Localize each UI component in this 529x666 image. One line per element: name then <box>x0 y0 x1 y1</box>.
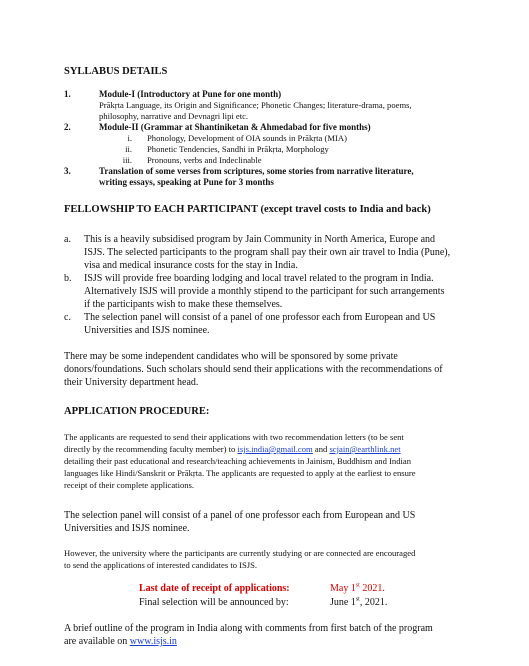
application-line: languages like Hindi/Sanskrit or Prākṛta. The applicants are requested to apply at the earliest to ensure <box>64 468 416 478</box>
email-link-scjain[interactable]: scjain@earthlink.net <box>329 444 401 454</box>
module1-desc-line2: philosophy, narrative and Devnagri lipi etc. <box>99 111 249 121</box>
module3-line1: Translation of some verses from scriptures, some stories from narrative literature, <box>99 166 414 176</box>
final-selection-date: June 1st, 2021. <box>330 596 388 608</box>
module1-desc-line1: Prākṛta Language, its Origin and Significance; Phonetic Changes; literature-drama, poems, <box>99 100 412 110</box>
fellowship-item-line: Universities and ISJS nominee. <box>84 325 210 336</box>
selection-panel-line: The selection panel will consist of a panel of one professor each from European and US <box>64 510 416 521</box>
fellowship-item-letter: c. <box>64 312 71 323</box>
module2-number: 2. <box>64 122 71 132</box>
module2-item-num: i. <box>127 133 132 143</box>
university-line: to send the applications of interested candidates to ISJS. <box>64 560 258 570</box>
module2-item-num: iii. <box>122 155 132 165</box>
fellowship-item-line: visa and medical insurance costs for the stay in India. <box>84 260 298 271</box>
fellowship-item-letter: a. <box>64 234 71 245</box>
outline-text: are available on <box>64 636 130 647</box>
fellowship-item-line: ISJS will provide free boarding lodging and local travel related to the program in India. <box>84 273 434 284</box>
outline-line-website <box>64 636 177 649</box>
university-line: However, the university where the participants are currently studying or are connected are encouraged <box>64 548 416 558</box>
application-line: The applicants are requested to send their applications with two recommendation letters (to be sent <box>64 432 404 442</box>
deadline-date: May 1st 2021. <box>330 582 385 594</box>
module2-item-text: Pronouns, verbs and Indeclinable <box>147 155 262 165</box>
module3-line2: writing essays, speaking at Pune for 3 months <box>99 177 274 187</box>
application-line: detailing their past educational and research/teaching achievements in Jainism, Buddhism and Indian <box>64 456 411 466</box>
final-selection-label: Final selection will be announced by: <box>139 597 289 608</box>
email-link-isjs[interactable]: isjs.india@gmail.com <box>237 444 313 454</box>
module1-title: Module-I (Introductory at Pune for one month) <box>99 89 282 99</box>
selection-panel-line: Universities and ISJS nominee. <box>64 523 190 534</box>
fellowship-item-line: ISJS. The selected participants to the program shall pay their own air travel to India (Pune), <box>84 247 451 258</box>
module1-number: 1. <box>64 89 71 99</box>
outline-line: A brief outline of the program in India along with comments from first batch of the program <box>64 623 433 634</box>
application-line-emails <box>64 444 401 455</box>
module3-number: 3. <box>64 166 71 176</box>
fellowship-item-line: if the participants wish to make these themselves. <box>84 299 283 310</box>
fellowship-item-line: This is a heavily subsidised program by Jain Community in North America, Europe and <box>84 234 436 245</box>
application-text: directly by the recommending faculty member) to <box>64 444 238 454</box>
module2-item-text: Phonetic Tendencies, Sandhi in Prākṛta, Morphology <box>147 144 329 154</box>
sponsor-paragraph-line: There may be some independent candidates who will be sponsored by some private <box>64 351 398 362</box>
sponsor-paragraph-line: their University department head. <box>64 377 199 388</box>
module2-item-num: ii. <box>125 144 132 154</box>
application-line: receipt of their complete applications. <box>64 480 195 490</box>
syllabus-heading: SYLLABUS DETAILS <box>64 66 168 77</box>
fellowship-heading: FELLOWSHIP TO EACH PARTICIPANT (except travel costs to India and back) <box>64 204 431 215</box>
module2-title: Module-II (Grammar at Shantiniketan & Ahmedabad for five months) <box>99 122 371 132</box>
deadline-label: Last date of receipt of applications: <box>139 583 290 594</box>
module2-item-text: Phonology, Development of OIA sounds in Prākṛta (MIA) <box>147 133 347 143</box>
fellowship-item-line: The selection panel will consist of a panel of one professor each from European and US <box>84 312 436 323</box>
fellowship-item-line: Alternatively ISJS will provide a monthly stipend to the participant for such arrangements <box>84 286 445 297</box>
application-text: and <box>312 444 330 454</box>
sponsor-paragraph-line: donors/foundations. Such scholars should send their applications with the recommendations of <box>64 364 443 375</box>
fellowship-item-letter: b. <box>64 273 72 284</box>
website-link[interactable]: www.isjs.in <box>129 636 177 647</box>
application-heading: APPLICATION PROCEDURE: <box>64 406 210 417</box>
